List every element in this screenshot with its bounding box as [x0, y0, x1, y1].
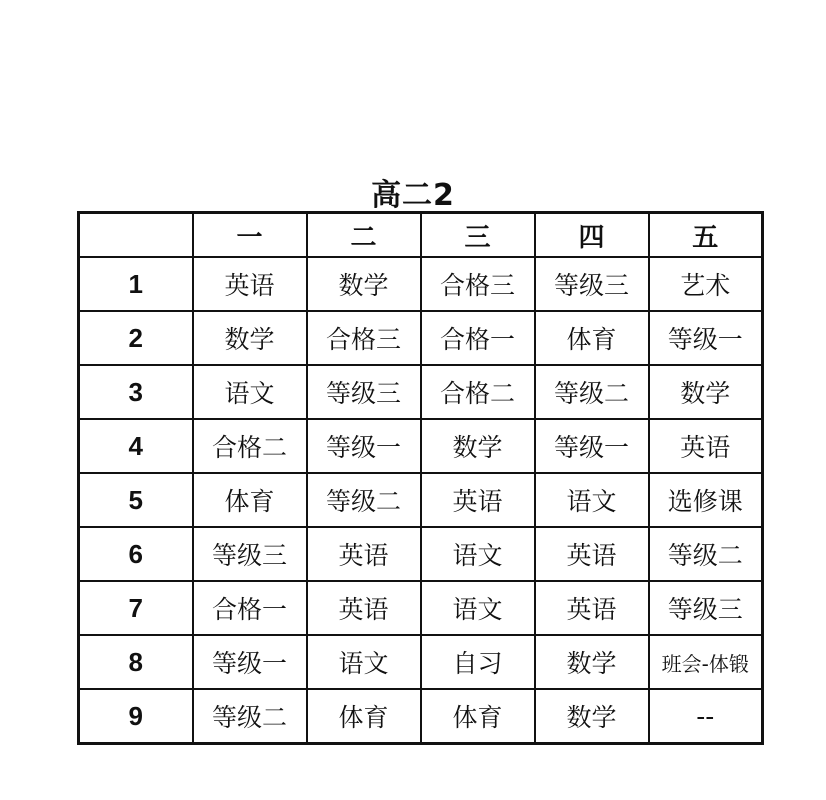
subject-cell: 体育	[535, 311, 649, 365]
subject-cell: 艺术	[649, 257, 763, 311]
subject-cell: 英语	[535, 527, 649, 581]
subject-cell: 英语	[421, 473, 535, 527]
table-row	[79, 473, 763, 527]
period-number: 1	[79, 257, 193, 311]
subject-cell: 数学	[649, 365, 763, 419]
subject-cell: 数学	[307, 257, 421, 311]
subject-cell: 等级一	[535, 419, 649, 473]
period-number: 8	[79, 635, 193, 689]
subject-cell: 数学	[421, 419, 535, 473]
subject-cell: 语文	[193, 365, 307, 419]
subject-cell: 等级二	[307, 473, 421, 527]
period-number: 9	[79, 689, 193, 744]
subject-cell: 等级二	[535, 365, 649, 419]
subject-cell: 选修课	[649, 473, 763, 527]
subject-cell: 等级三	[307, 365, 421, 419]
period-number: 2	[79, 311, 193, 365]
subject-cell: 英语	[193, 257, 307, 311]
corner-cell	[79, 213, 193, 258]
class-schedule-table	[77, 211, 764, 745]
subject-cell: 等级一	[307, 419, 421, 473]
subject-cell: 体育	[193, 473, 307, 527]
subject-cell: 语文	[421, 581, 535, 635]
table-row	[79, 635, 763, 689]
table-row	[79, 689, 763, 744]
table-header-row	[79, 213, 763, 258]
period-number: 6	[79, 527, 193, 581]
subject-cell: 自习	[421, 635, 535, 689]
subject-cell: 英语	[307, 581, 421, 635]
subject-cell: 等级三	[535, 257, 649, 311]
table-row	[79, 311, 763, 365]
subject-cell: 语文	[421, 527, 535, 581]
subject-cell: 合格二	[421, 365, 535, 419]
period-number: 4	[79, 419, 193, 473]
day-header: 五	[649, 213, 763, 258]
table-row	[79, 257, 763, 311]
table-row	[79, 419, 763, 473]
subject-cell: 等级一	[649, 311, 763, 365]
subject-cell: 合格三	[421, 257, 535, 311]
subject-cell: --	[649, 689, 763, 744]
subject-cell: 等级三	[193, 527, 307, 581]
table-row	[79, 527, 763, 581]
subject-cell: 体育	[421, 689, 535, 744]
subject-cell: 等级二	[649, 527, 763, 581]
day-header: 一	[193, 213, 307, 258]
subject-cell: 语文	[307, 635, 421, 689]
subject-cell: 英语	[307, 527, 421, 581]
subject-cell: 英语	[535, 581, 649, 635]
subject-cell: 数学	[193, 311, 307, 365]
period-number: 5	[79, 473, 193, 527]
subject-cell: 合格一	[193, 581, 307, 635]
table-row	[79, 365, 763, 419]
day-header: 四	[535, 213, 649, 258]
subject-cell: 班会-体锻	[649, 635, 763, 689]
subject-cell: 数学	[535, 635, 649, 689]
period-number: 3	[79, 365, 193, 419]
subject-cell: 合格一	[421, 311, 535, 365]
subject-cell: 合格二	[193, 419, 307, 473]
subject-cell: 等级一	[193, 635, 307, 689]
subject-cell: 合格三	[307, 311, 421, 365]
subject-cell: 英语	[649, 419, 763, 473]
subject-cell: 等级二	[193, 689, 307, 744]
page-title: 高二2	[371, 178, 455, 213]
subject-cell: 数学	[535, 689, 649, 744]
subject-cell: 等级三	[649, 581, 763, 635]
day-header: 二	[307, 213, 421, 258]
table-row	[79, 581, 763, 635]
day-header: 三	[421, 213, 535, 258]
period-number: 7	[79, 581, 193, 635]
subject-cell: 语文	[535, 473, 649, 527]
subject-cell: 体育	[307, 689, 421, 744]
